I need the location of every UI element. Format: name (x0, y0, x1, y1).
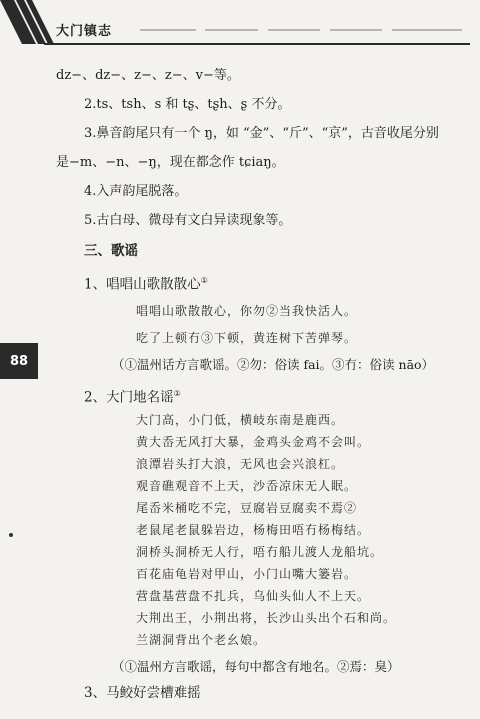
song-verse: 大荆出王，小荆出将，长沙山头出个石和尚。 (136, 611, 397, 625)
song-title: 3、马鲛好尝槽难摇 (84, 685, 201, 701)
song-verse: 观音礁观音不上天，沙岙凉床无人眠。 (136, 479, 358, 493)
phonology-line: dz−、dz−、z−、z−、v−等。 (56, 68, 240, 83)
song-verse: 吃了上顿冇③下顿，黄连树下苦弹琴。 (136, 331, 358, 345)
song-verse: 兰湖洞背出个老幺娘。 (136, 633, 267, 647)
song-verse: 营盘基营盘不扎兵，乌仙头仙人不上天。 (136, 589, 371, 603)
song-verse: 老鼠尾老鼠躲岩边，杨梅田唔冇杨梅结。 (136, 523, 371, 537)
phonology-line: 5.古白母、微母有文白异读现象等。 (84, 213, 292, 228)
phonology-line: 4.入声韵尾脱落。 (84, 184, 188, 199)
song-verse: 百花庙龟岩对甲山，小门山嘴大篓岩。 (136, 567, 358, 581)
song-note: （①温州方言歌谣，每句中都含有地名。②焉：臭） (112, 659, 400, 674)
song-verse: 洞桥头洞桥无人行，唔冇船儿渡人龙船坑。 (136, 545, 384, 559)
section-title: 三、歌谣 (84, 243, 138, 259)
margin-dot (9, 533, 13, 537)
phonology-line: 3.鼻音韵尾只有一个 ŋ，如 “金”、“斤”、“京”，古音收尾分别 (84, 126, 439, 141)
song-verse: 唱唱山歌散散心，你勿②当我快活人。 (136, 304, 358, 318)
song-verse: 黄大岙无风打大暴，金鸡头金鸡不会叫。 (136, 435, 371, 449)
page-number: 88 (0, 343, 38, 379)
song-verse: 大门高，小门低，横岐东南是鹿西。 (136, 413, 345, 427)
song-note: （①温州话方言歌谣。②勿：俗读 fai。③冇：俗读 nāo） (112, 357, 435, 372)
song-title: 2、大门地名谣① (84, 389, 181, 406)
song-title: 1、唱唱山歌散散心① (84, 276, 208, 293)
phonology-line: 是−m、−n、−ŋ，现在都念作 tɕiaŋ。 (56, 155, 285, 170)
song-verse: 浪潭岩头打大浪，无风也会兴浪杠。 (136, 457, 345, 471)
phonology-line: 2.ts、tsh、s 和 tʂ、tʂh、ʂ 不分。 (84, 97, 291, 112)
song-verse: 尾岙米桶吃不完，豆腐岩豆腐卖不焉② (136, 501, 358, 515)
book-title: 大门镇志 (56, 24, 113, 39)
page-header (0, 0, 480, 48)
